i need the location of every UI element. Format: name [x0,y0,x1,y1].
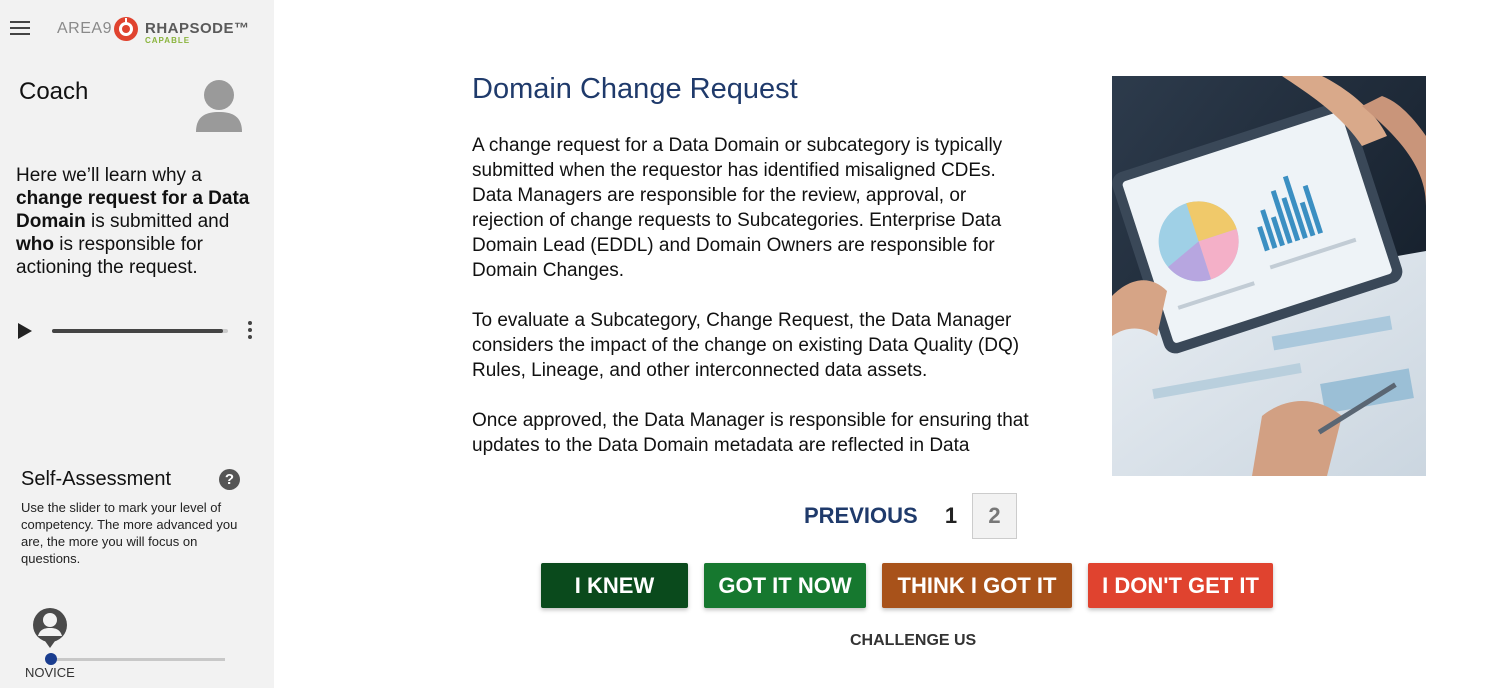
more-options-icon[interactable] [246,321,254,341]
coach-message [16,164,266,279]
brand-name: RHAPSODE™ [145,20,250,37]
challenge-us-link[interactable]: CHALLENGE US [850,632,977,649]
think-i-got-it-button[interactable]: THINK I GOT IT [882,563,1072,608]
content-paragraph: A change request for a Data Domain or subcategory is typically submitted when the requestor has identified misaligned CDEs. Data Managers are responsible for the review, approval, or rejection of change requests to Subcategories. Enterprise Data Domain Lead (EDDL) and Domain Owners are responsible for Domain Changes. [472,135,1003,281]
tablet-analytics-image [1112,76,1426,476]
audio-progress-fill [52,329,223,333]
competency-level-label: NOVICE [25,665,75,680]
i-knew-button[interactable]: I KNEW [541,563,688,608]
coach-text-bold-1: change request for a Data Domain [16,188,250,232]
slider-thumb[interactable] [45,653,57,665]
coach-text-1: Here we’ll learn why a [16,165,202,186]
content-paragraph: To evaluate a Subcategory, Change Request, the Data Manager considers the impact of the change on existing Data Quality (DQ) Rules, Lineage, and other interconnected data assets. [472,310,1020,381]
slider-track[interactable] [46,658,225,661]
i-dont-get-it-button[interactable]: I DON'T GET IT [1088,563,1273,608]
coach-text-3: is responsible for actioning the request. [16,234,203,278]
coach-sidebar [0,0,274,688]
user-avatar-icon[interactable] [31,606,69,648]
hamburger-menu-icon[interactable] [10,21,30,35]
coach-text-bold-2: who [16,234,54,255]
page-2-button[interactable]: 2 [972,493,1017,539]
audio-progress-track[interactable] [52,329,228,333]
coach-avatar-icon [194,78,244,132]
self-assessment-instructions: Use the slider to mark your level of competency. The more advanced you are, the more you will focus on questions. [21,500,238,566]
brand-tag: CAPABLE [145,36,191,45]
rhapsode-logo-icon [113,16,139,42]
page-title: Domain Change Request [472,73,798,105]
play-icon[interactable] [18,323,32,339]
content-paragraph: Once approved, the Data Manager is responsible for ensuring that updates to the Data Domain metadata are reflected in Data [472,410,1029,456]
coach-title: Coach [19,78,89,105]
got-it-now-button[interactable]: GOT IT NOW [704,563,866,608]
audio-player [16,318,266,344]
brand-area9: AREA9 [57,20,112,37]
page-1-button[interactable]: 1 [944,503,958,528]
previous-button[interactable]: PREVIOUS [804,503,918,528]
coach-text-2: is submitted and [85,211,230,232]
help-icon[interactable]: ? [219,469,240,490]
competency-slider[interactable] [25,606,230,680]
self-assessment-title: Self-Assessment [21,468,172,490]
